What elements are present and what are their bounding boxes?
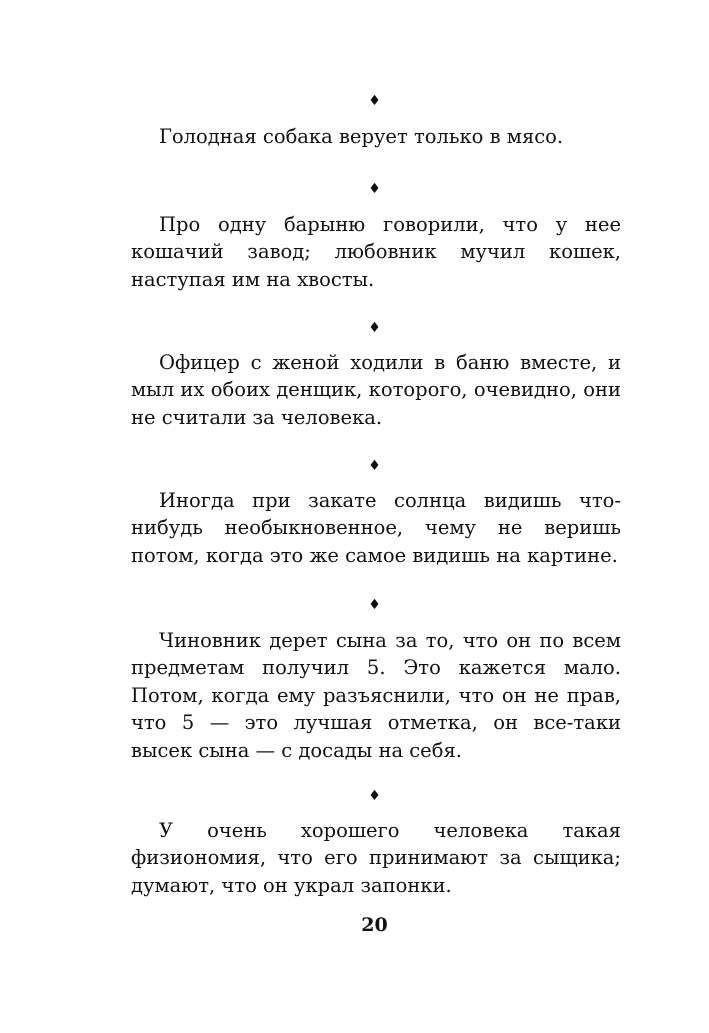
- section-separator: ♦: [368, 93, 381, 109]
- paragraph-1: [131, 123, 621, 150]
- section-separator: ♦: [368, 597, 381, 613]
- paragraph-text: Офицер с женой ходили в баню вместе, и мыл их обоих денщик, которого, очевидно, они не считали за человека.: [131, 351, 621, 429]
- paragraph-text: Иногда при закате солнца видишь что-нибудь необыкновенное, чему не веришь потом, когда это же самое видишь на картине.: [131, 489, 621, 567]
- paragraph-2: [131, 211, 621, 293]
- page-number: 20: [361, 914, 388, 936]
- paragraph-3: [131, 349, 621, 431]
- section-separator: ♦: [368, 788, 381, 804]
- paragraph-text: Голодная собака верует только в мясо.: [159, 125, 564, 148]
- section-separator: ♦: [368, 181, 381, 197]
- section-separator: ♦: [368, 458, 381, 474]
- paragraph-5: [131, 627, 621, 764]
- paragraph-text: Чиновник дерет сына за то, что он по всем предметам получил 5. Это кажется мало. Потом, когда ему разъяснили, что он не прав, что 5 — это лучшая отметка, он все-таки высек сына — с досады на себя.: [131, 629, 621, 762]
- paragraph-6: [131, 817, 621, 899]
- section-separator: ♦: [368, 320, 381, 336]
- paragraph-text: У очень хорошего человека такая физиономия, что его принимают за сыщика; думают, что он украл запонки.: [131, 819, 621, 897]
- paragraph-text: Про одну барыню говорили, что у нее кошачий завод; любовник мучил кошек, наступая им на хвосты.: [131, 213, 621, 291]
- paragraph-4: [131, 487, 621, 569]
